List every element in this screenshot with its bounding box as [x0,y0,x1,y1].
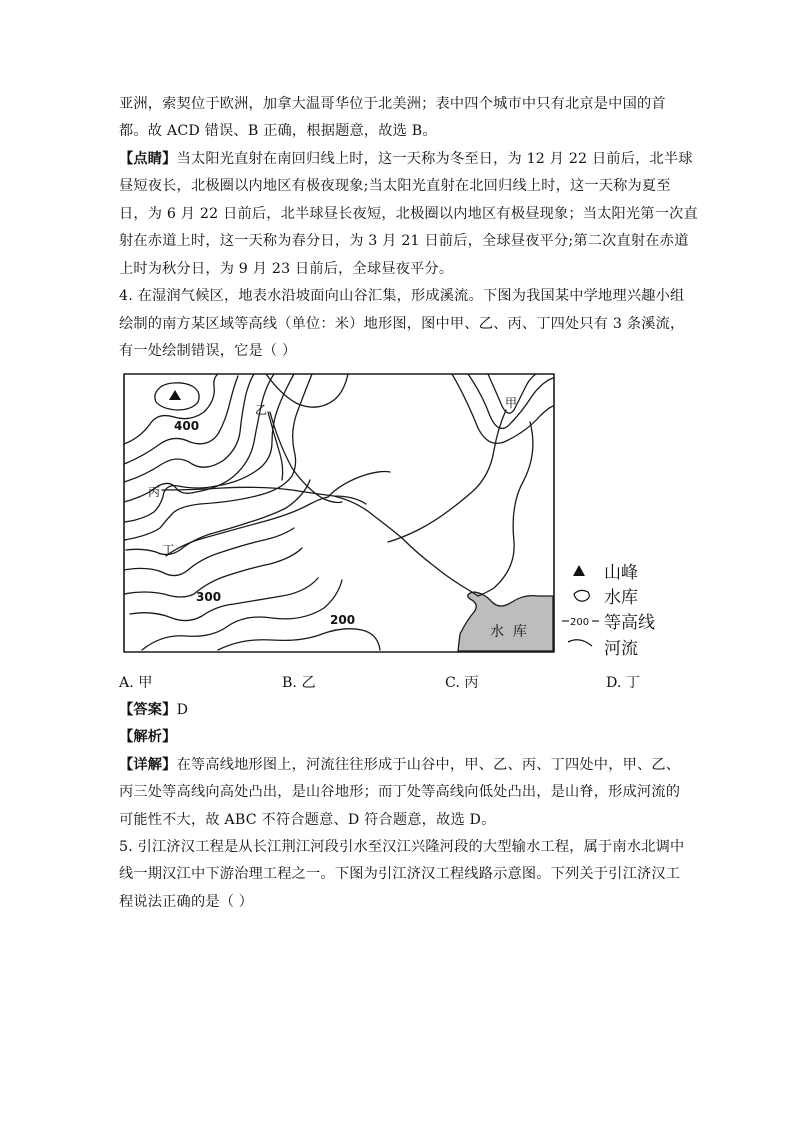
option-b: B. 乙 [282,675,316,691]
option-a: A. 甲 [119,675,153,691]
analysis-tag: 【解析】 [119,729,177,745]
detail-tag: 【详解】 [119,757,177,773]
legend-peak-label: 山峰 [604,563,638,583]
contour-line [124,528,294,576]
legend-river-label: 河流 [604,639,638,659]
legend-contour-label: 等高线 [604,613,655,633]
map-legend [562,563,655,659]
contour-label-200: 200 [330,613,356,627]
legend-reservoir-label: 水库 [604,588,638,608]
detail-line-1 [119,755,680,775]
contour-line [452,374,553,443]
peak-marker [169,390,181,400]
river-yi-branch [268,412,283,480]
contour-line [130,578,318,621]
label-bing: 丙 [148,485,161,499]
contour-line [266,374,348,407]
detail-line-2: 丙三处等高线向高处凸出，是山谷地形；而丁处等高线向低处凸出，是山脊，形成河流的 [119,784,681,800]
contour-label-400: 400 [174,419,200,433]
question-5-line-2: 线一期汉江中下游治理工程之一。下图为引江济汉工程线路示意图。下列关于引江济汉工 [119,866,681,882]
label-ding: 丁 [162,543,175,557]
contour-map-figure [122,372,670,662]
question-4-line-1: 4. 在湿润气候区，地表水沿坡面向山谷汇集，形成溪流。下图为我国某中学地理兴趣小组 [119,288,685,304]
text-line-3 [119,149,693,169]
legend-contour-sample: 200 [570,617,590,628]
text-line-7: 上时为秋分日，为 9 月 23 日前后，全球昼夜平分。 [119,261,454,277]
legend-peak-icon [573,565,585,576]
text-line-1: 亚洲，索契位于欧洲，加拿大温哥华位于北美洲；表中四个城市中只有北京是中国的首 [119,96,666,112]
question-5-line-3: 程说法正确的是（ ） [119,894,254,910]
legend-reservoir-icon [574,590,589,601]
contour-label-300: 300 [196,590,222,604]
detail-line-3: 可能性不大，故 ABC 不符合题意、D 符合题意，故选 D。 [119,812,496,828]
river-trunk-upper [328,472,390,498]
tip-tag: 【点睛】 [119,151,177,167]
question-4-line-2: 绘制的南方某区域等高线（单位：米）地形图，图中甲、乙、丙、丁四处只有 3 条溪流， [119,316,685,332]
contour-line [218,629,380,650]
text-line-6: 射在赤道上时，这一天称为春分日，为 3 月 21 日前后，全球昼夜平分;第二次直射在赤道 [119,233,689,249]
label-reservoir: 水 库 [490,624,527,640]
river-jia [388,410,506,542]
detail-text-1: 在等高线地形图上，河流往往形成于山谷中，甲、乙、丙、丁四处中，甲、乙、 [176,757,681,773]
text-line-4: 昼短夜长，北极圈以内地区有极夜现象;当太阳光直射在北回归线上时，这一天称为夏至 [119,178,671,194]
contour-line [142,580,342,650]
text-line-5: 日，为 6 月 22 日前后，北半球昼长夜短，北极圈以内地区有极昼现象；当太阳光第一次直 [119,206,698,222]
option-d: D. 丁 [606,675,641,691]
answer-line [119,700,188,720]
river-main [334,496,478,596]
tip-text: 当太阳光直射在南回归线上时，这一天称为冬至日，为 12 月 22 日前后，北半球 [176,151,693,167]
text-line-2: 都。故 ACD 错误、B 正确，根据题意，故选 B。 [119,123,437,139]
label-yi: 乙 [255,403,268,417]
question-4-line-3: 有一处绘制错误，它是（ ） [119,343,297,359]
answer-tag: 【答案】 [119,702,177,718]
question-5-line-1: 5. 引江济汉工程是从长江荆江河段引水至汉江兴隆河段的大型输水工程，属于南水北调中 [119,839,685,855]
river-right-tributary [478,422,533,596]
option-c: C. 丙 [445,675,479,691]
answer-value: D [176,702,189,718]
contour-line [124,374,294,522]
legend-river-icon [568,640,592,646]
label-jia: 甲 [505,396,518,410]
reservoir-area [458,592,553,651]
